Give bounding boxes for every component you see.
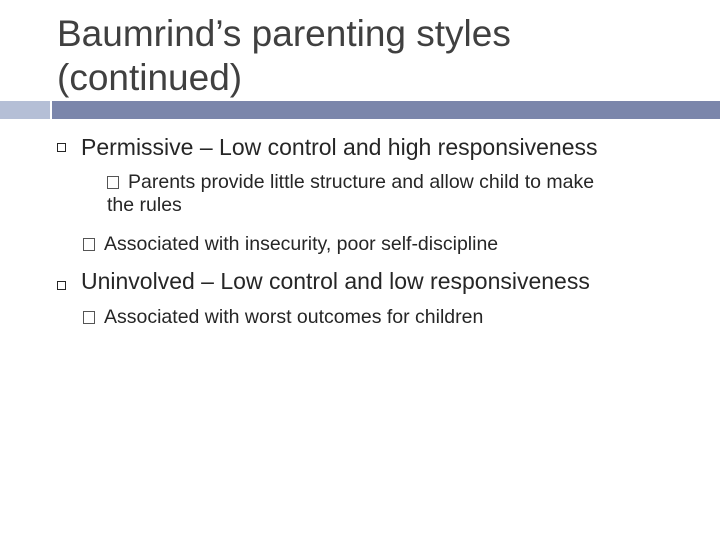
sub-bullet-uninvolved-outcomes (83, 306, 703, 329)
sub-bullet-text-continued: the rules (107, 194, 182, 216)
sub-bullet-text: Parents provide little structure and allow child to make (128, 171, 595, 193)
title-rule-divider (50, 101, 52, 119)
title-rule-right-segment (50, 101, 720, 119)
sub-bullet-text: Associated with worst outcomes for children (104, 306, 484, 328)
hollow-square-icon (57, 143, 66, 152)
checkbox-square-icon (83, 311, 95, 324)
bullet-uninvolved: Uninvolved – Low control and low responsiveness (81, 268, 590, 294)
slide-title (57, 12, 697, 100)
bullet-permissive: Permissive – Low control and high responsiveness (81, 134, 598, 160)
hollow-square-icon (57, 281, 66, 290)
sub-bullet-permissive-structure (83, 171, 703, 217)
title-rule-left-segment (0, 101, 50, 119)
slide-title-line-1: Baumrind’s parenting styles (57, 13, 511, 54)
checkbox-square-icon (83, 238, 95, 251)
sub-bullet-text: Associated with insecurity, poor self-discipline (104, 233, 499, 255)
checkbox-square-icon (107, 176, 119, 189)
slide-title-line-2: (continued) (57, 57, 243, 98)
sub-bullet-permissive-insecurity (83, 233, 703, 256)
